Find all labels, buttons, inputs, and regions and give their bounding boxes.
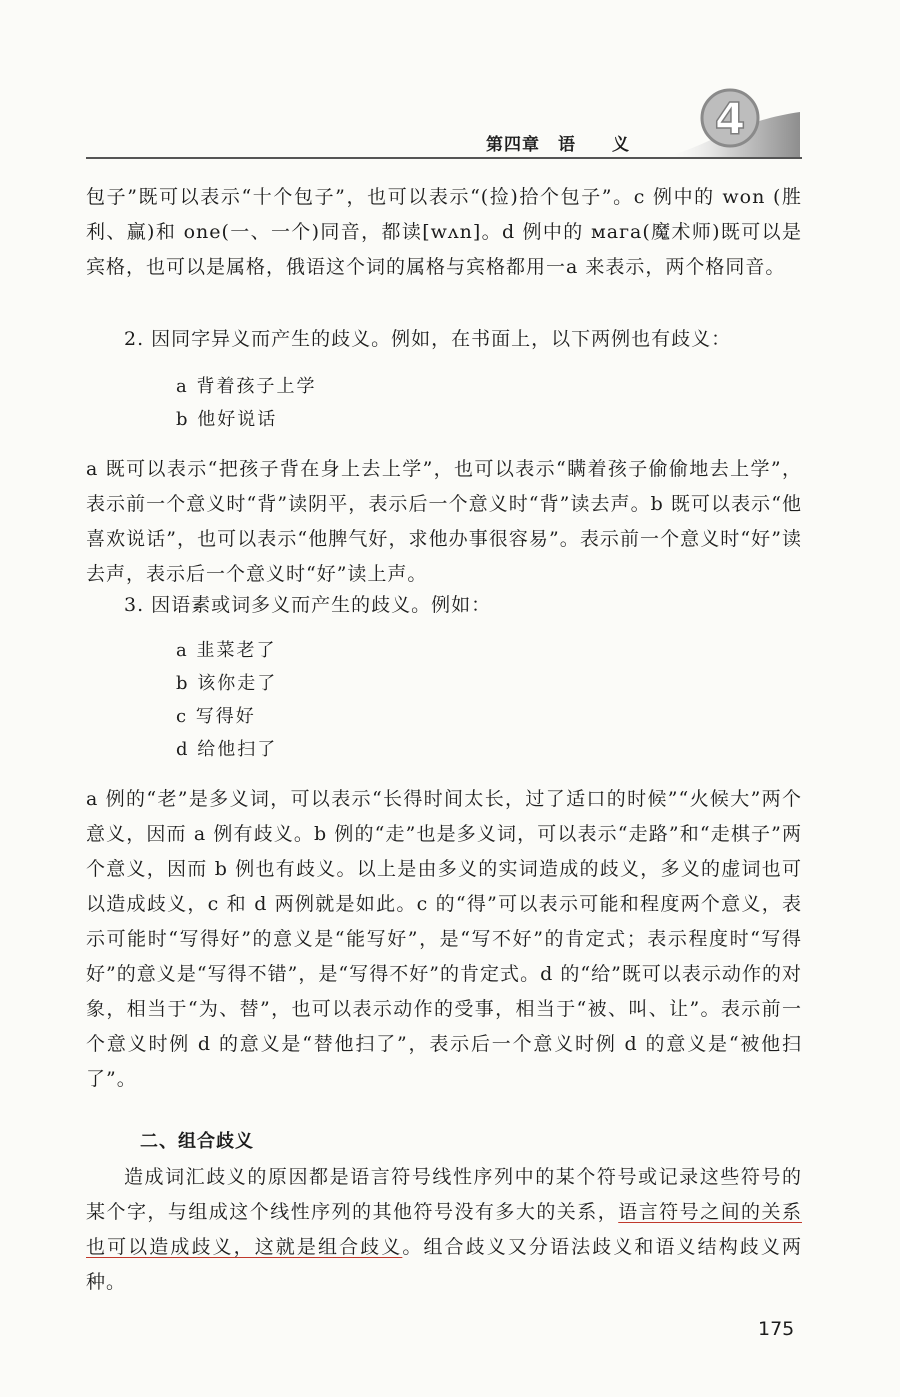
paragraph-2: [86, 322, 802, 357]
paragraph-text: [86, 1160, 802, 1300]
paragraph-3: [86, 452, 802, 592]
section-heading: 二、组合歧义: [140, 1131, 254, 1152]
paragraph-1: [86, 180, 802, 285]
example-item: a 背着孩子上学: [176, 376, 317, 397]
paragraph-text: a 既可以表示“把孩子背在身上去上学”，也可以表示“瞒着孩子偷偷地去上学”，表示前一个意义时“背”读阴平，表示后一个意义时“背”读去声。b 既可以表示“他喜欢说话”，也可以表示“他脾气好，求他办事很容易”。表示前一个意义时“好”读去声，表示后一个意义时“好”读上声。: [86, 458, 802, 585]
example-item: a 韭菜老了: [176, 640, 277, 661]
page-number: 175: [758, 1318, 795, 1340]
example-item: c 写得好: [176, 706, 256, 727]
paragraph-6: [86, 1160, 802, 1300]
paragraph-text: 2. 因同字异义而产生的歧义。例如，在书面上，以下两例也有歧义：: [124, 328, 732, 350]
header-rule: [86, 157, 802, 159]
running-header: [0, 0, 900, 170]
example-item: d 给他扫了: [176, 739, 278, 760]
chapter-number-badge: [660, 82, 800, 162]
example-item: b 他好说话: [176, 409, 278, 430]
paragraph-4: [86, 588, 802, 623]
chapter-title: 第四章 语 义: [486, 135, 630, 155]
example-item: b 该你走了: [176, 673, 278, 694]
example-list-2: [176, 634, 277, 766]
underlined-segment: 语言符号之间的关系也可以造成歧义，这就是组合歧义: [86, 1201, 802, 1258]
paragraph-segment: 。组合歧义又分语法歧义和语义结构歧义两种。: [86, 1236, 802, 1293]
paragraph-text: 3. 因语素或词多义而产生的歧义。例如：: [124, 594, 492, 616]
paragraph-5: [86, 782, 802, 1097]
paragraph-segment: 造成词汇歧义的原因都是语言符号线性序列中的某个符号或记录这些符号的某个字，与组成这个线性序列的其他符号没有多大的关系，: [86, 1166, 802, 1223]
example-list-1: [176, 370, 316, 436]
paragraph-text: a 例的“老”是多义词，可以表示“长得时间太长，过了适口的时候”“火候大”两个意义，因而 a 例有歧义。b 例的“走”也是多义词，可以表示“走路”和“走棋子”两个意义，因而 b 例也有歧义。以上是由多义的实词造成的歧义，多义的虚词也可以造成歧义，c 和 d 两例就是如此。c 的“得”可以表示可能和程度两个意义，表示可能时“写得好”的意义是“能写好”，是“写不好”的肯定式；表示程度时“写得好”的意义是“写得不错”，是“写得不好”的肯定式。d 的“给”既可以表示动作的对象，相当于“为、替”，也可以表示动作的受事，相当于“被、叫、让”。表示前一个意义时例 d 的意义是“替他扫了”，表示后一个意义时例 d 的意义是“被他扫了”。: [86, 788, 802, 1090]
chapter-number: 4: [714, 94, 746, 145]
paragraph-text: 包子”既可以表示“十个包子”，也可以表示“(捡)拾个包子”。c 例中的 won (胜利、赢)和 one(一、一个)同音，都读[wʌn]。d 例中的 мага(魔术师)既可以是宾格，也可以是属格，俄语这个词的属格与宾格都用一a 来表示，两个格同音。: [86, 186, 802, 278]
